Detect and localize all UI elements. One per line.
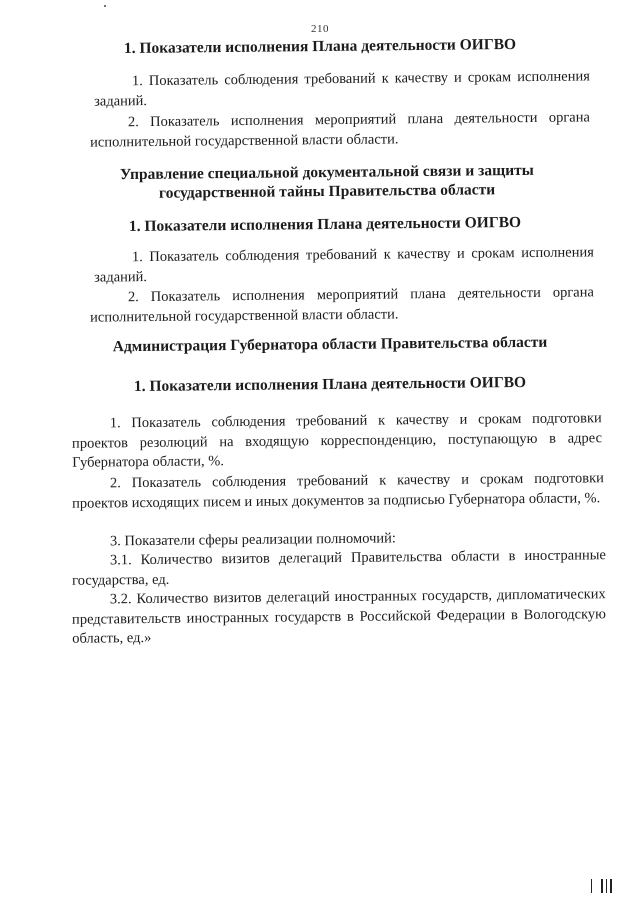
- section-3-item-1: 1. Показатель соблюдения требований к качеству и срокам подготовки проектов резолюций на входящую корреспонденцию, поступающую в адрес Губернатора области, %.: [71, 410, 603, 471]
- section-2-item-2: 2. Показатель исполнения мероприятий плана деятельности органа исполнительной государственной власти области.: [90, 284, 594, 326]
- section-3-heading: 1. Показатели исполнения Плана деятельности ОИГВО: [133, 373, 527, 396]
- section-3-item-3-2: 3.2. Количество визитов делегаций иностранных государств, дипломатических представительств иностранных государств в Российской Федерации в Вологодскую область, ед.»: [71, 586, 607, 647]
- section-2-org-title: Управление специальной документальной связи и защиты государственной тайны Правительства области: [119, 161, 534, 202]
- section-1-item-2: 2. Показатель исполнения мероприятий плана деятельности органа исполнительной государственной власти области.: [90, 109, 590, 151]
- page-number: 210: [311, 23, 329, 35]
- section-2-heading: 1. Показатели исполнения Плана деятельности ОИГВО: [128, 213, 522, 236]
- scan-speck: [104, 5, 106, 7]
- section-3-item-3: 3. Показатели сферы реализации полномочий:: [109, 530, 396, 550]
- section-2-item-1: 1. Показатель соблюдения требований к качеству и срокам исполнения заданий.: [94, 244, 594, 286]
- section-1-item-1: 1. Показатель соблюдения требований к качеству и срокам исполнения заданий.: [94, 68, 590, 110]
- section-3-item-2: 2. Показатель соблюдения требований к качеству и срокам подготовки проектов исходящих писем и иных документов за подписью Губернатора области, %.: [72, 470, 604, 512]
- section-1-heading: 1. Показатели исполнения Плана деятельности ОИГВО: [123, 35, 517, 58]
- section-3-org-title: Администрация Губернатора области Правительства области: [112, 333, 548, 356]
- barcode-mark: [591, 879, 612, 893]
- section-3-item-3-1: 3.1. Количество визитов делегаций Правительства области в иностранные государства, ед.: [72, 547, 606, 589]
